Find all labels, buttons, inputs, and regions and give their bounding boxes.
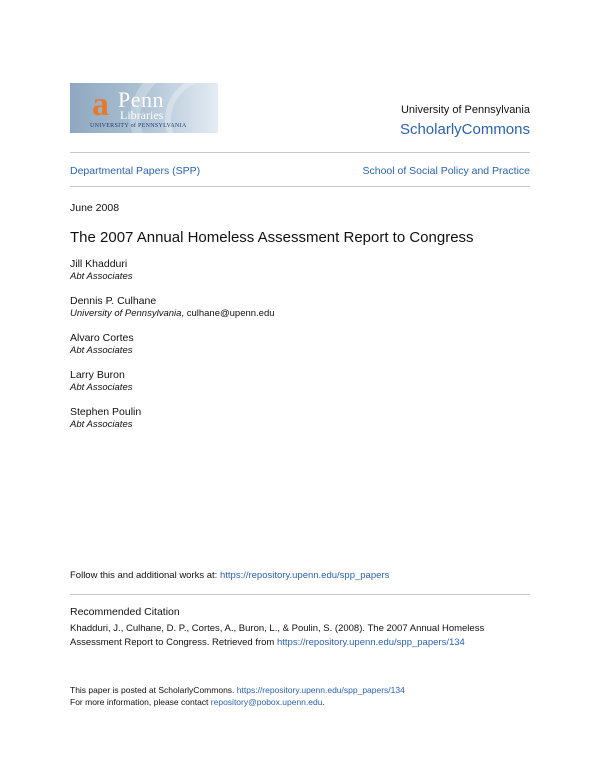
author-entry (70, 332, 530, 357)
author-email: , culhane@upenn.edu (181, 308, 275, 319)
penn-libraries-logo[interactable] (70, 83, 218, 133)
citation-heading: Recommended Citation (70, 606, 180, 618)
citation-body (70, 622, 530, 650)
school-link[interactable]: School of Social Policy and Practice (362, 165, 530, 177)
follow-text: Follow this and additional works at: (70, 570, 220, 581)
author-affiliation: Abt Associates (70, 345, 133, 356)
author-affiliation: Abt Associates (70, 419, 133, 430)
citation-text-line1: Khadduri, J., Culhane, D. P., Cortes, A., Buron, L., & Poulin, S. (2008). The 2007 Annual Homeless (70, 623, 485, 634)
logo-penn-wordmark: Penn (118, 87, 164, 112)
posted-line: This paper is posted at ScholarlyCommons. https://repository.upenn.edu/spp_papers/134 (70, 685, 405, 695)
department-link[interactable]: Departmental Papers (SPP) (70, 165, 201, 177)
follow-line (70, 570, 389, 581)
citation-text-line2: Assessment Report to Congress. Retrieved from https://repository.upenn.edu/spp_papers/134 (70, 637, 465, 648)
paper-title: The 2007 Annual Homeless Assessment Report to Congress (70, 229, 474, 246)
author-name: Larry Buron (70, 369, 125, 381)
author-affiliation: University of Pennsylvania, culhane@upenn.edu (70, 308, 275, 319)
divider-citation (70, 594, 530, 595)
divider-top (70, 152, 530, 153)
institution-name: University of Pennsylvania (400, 104, 530, 116)
author-entry (70, 258, 530, 283)
follow-link[interactable]: https://repository.upenn.edu/spp_papers (219, 570, 390, 581)
logo-university-wordmark: UNIVERSITY of PENNSYLVANIA (90, 123, 187, 129)
open-access-icon: a (92, 86, 109, 123)
author-name: Jill Khadduri (70, 258, 128, 270)
posted-link[interactable]: https://repository.upenn.edu/spp_papers/134 (236, 685, 405, 695)
author-affiliation: Abt Associates (70, 271, 133, 282)
author-name: Alvaro Cortes (70, 332, 134, 344)
logo-libraries-wordmark: Libraries (120, 108, 164, 122)
footer-notice (70, 684, 405, 708)
author-entry (70, 295, 530, 320)
author-affiliation: Abt Associates (70, 382, 133, 393)
citation-link[interactable]: https://repository.upenn.edu/spp_papers/134 (276, 637, 465, 648)
divider-nav (70, 186, 530, 187)
author-entry (70, 406, 530, 431)
contact-line: For more information, please contact repository@pobox.upenn.edu. (70, 697, 325, 707)
contact-email-link[interactable]: repository@pobox.upenn.edu (210, 697, 323, 707)
author-entry (70, 369, 530, 394)
author-name: Dennis P. Culhane (70, 295, 157, 307)
publication-date: June 2008 (70, 202, 120, 214)
scholarlycommons-link[interactable]: ScholarlyCommons (399, 121, 530, 138)
author-name: Stephen Poulin (70, 406, 142, 418)
author-list (70, 258, 530, 443)
